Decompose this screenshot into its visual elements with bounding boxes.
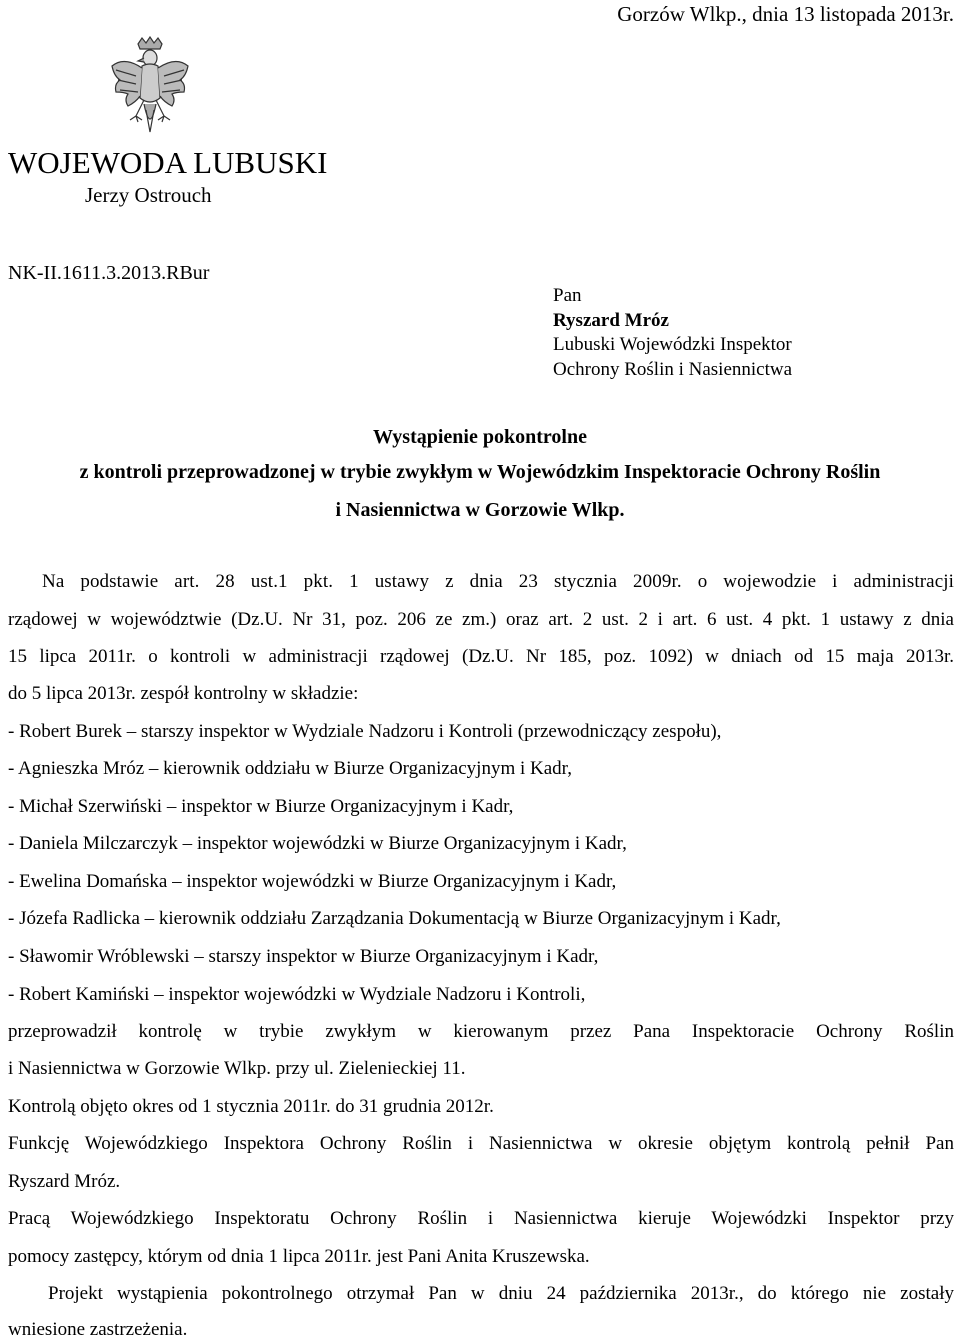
document-subtitle-line1: z kontroli przeprowadzonej w trybie zwykłym w Wojewódzkim Inspektoracie Ochrony Roślin [79,461,881,483]
conducted-paragraph-line1: przeprowadził kontrolę w trybie zwykłym w kierowanym przez Pana Inspektoracie Ochrony Roślin [8,1021,954,1042]
letter-date: Gorzów Wlkp., dnia 13 listopada 2013r. [617,2,954,26]
recipient-name: Ryszard Mróz [553,309,669,331]
reference-number: NK-II.1611.3.2013.RBur [8,262,210,284]
function-paragraph-line1: Funkcję Wojewódzkiego Inspektora Ochrony Roślin i Nasiennictwa w okresie objętym kontrolą pełnił Pan [8,1133,954,1154]
recipient-salutation: Pan [553,285,582,306]
intro-paragraph-line2: rządowej w województwie (Dz.U. Nr 31, poz. 206 ze zm.) oraz art. 2 ust. 2 i art. 6 ust. 4 pkt. 1 ustawy z dnia [8,609,954,630]
document-subtitle-line2: i Nasiennictwa w Gorzowie Wlkp. [335,499,625,521]
team-member: - Daniela Milczarczyk – inspektor wojewódzki w Biurze Organizacyjnym i Kadr, [8,833,627,854]
project-paragraph-line1: Projekt wystąpienia pokontrolnego otrzymał Pan w dniu 24 października 2013r., do którego nie zostały [48,1283,954,1304]
authority-person: Jerzy Ostrouch [85,183,212,207]
team-member: - Józefa Radlicka – kierownik oddziału Zarządzania Dokumentacją w Biurze Organizacyjnym i Kadr, [8,908,781,929]
team-member: - Michał Szerwiński – inspektor w Biurze Organizacyjnym i Kadr, [8,796,514,817]
intro-paragraph-line4: do 5 lipca 2013r. zespół kontrolny w składzie: [8,683,359,704]
work-paragraph-line1: Pracą Wojewódzkiego Inspektoratu Ochrony Roślin i Nasiennictwa kieruje Wojewódzki Inspektor przy [8,1208,954,1229]
recipient-block [553,284,792,382]
project-paragraph-line2: wniesione zastrzeżenia. [8,1319,188,1340]
recipient-title-line2: Ochrony Roślin i Nasiennictwa [553,358,793,380]
team-member: - Robert Burek – starszy inspektor w Wydziale Nadzoru i Kontroli (przewodniczący zespołu), [8,721,722,742]
team-member: - Ewelina Domańska – inspektor wojewódzki w Biurze Organizacyjnym i Kadr, [8,871,617,892]
team-member: - Agnieszka Mróz – kierownik oddziału w Biurze Organizacyjnym i Kadr, [8,758,572,779]
document-title: Wystąpienie pokontrolne [373,426,587,448]
function-paragraph-line2: Ryszard Mróz. [8,1171,121,1192]
team-member: - Sławomir Wróblewski – starszy inspektor w Biurze Organizacyjnym i Kadr, [8,946,599,967]
intro-paragraph-line3: 15 lipca 2011r. o kontroli w administracji rządowej (Dz.U. Nr 185, poz. 1092) w dniach od 15 maja 2013r. [8,646,954,667]
conducted-paragraph-line2: i Nasiennictwa w Gorzowie Wlkp. przy ul. Zielenieckiej 11. [8,1058,466,1079]
team-member: - Robert Kamiński – inspektor wojewódzki w Wydziale Nadzoru i Kontroli, [8,984,586,1005]
authority-title: WOJEWODA LUBUSKI [8,145,328,180]
polish-eagle-emblem-icon [106,36,194,142]
work-paragraph-line2: pomocy zastępcy, którym od dnia 1 lipca 2011r. jest Pani Anita Kruszewska. [8,1246,590,1267]
recipient-title-line1: Lubuski Wojewódzki Inspektor [553,334,792,355]
intro-paragraph-line1: Na podstawie art. 28 ust.1 pkt. 1 ustawy z dnia 23 stycznia 2009r. o wojewodzie i administracji [42,571,954,592]
period-paragraph: Kontrolą objęto okres od 1 stycznia 2011r. do 31 grudnia 2012r. [8,1096,494,1117]
